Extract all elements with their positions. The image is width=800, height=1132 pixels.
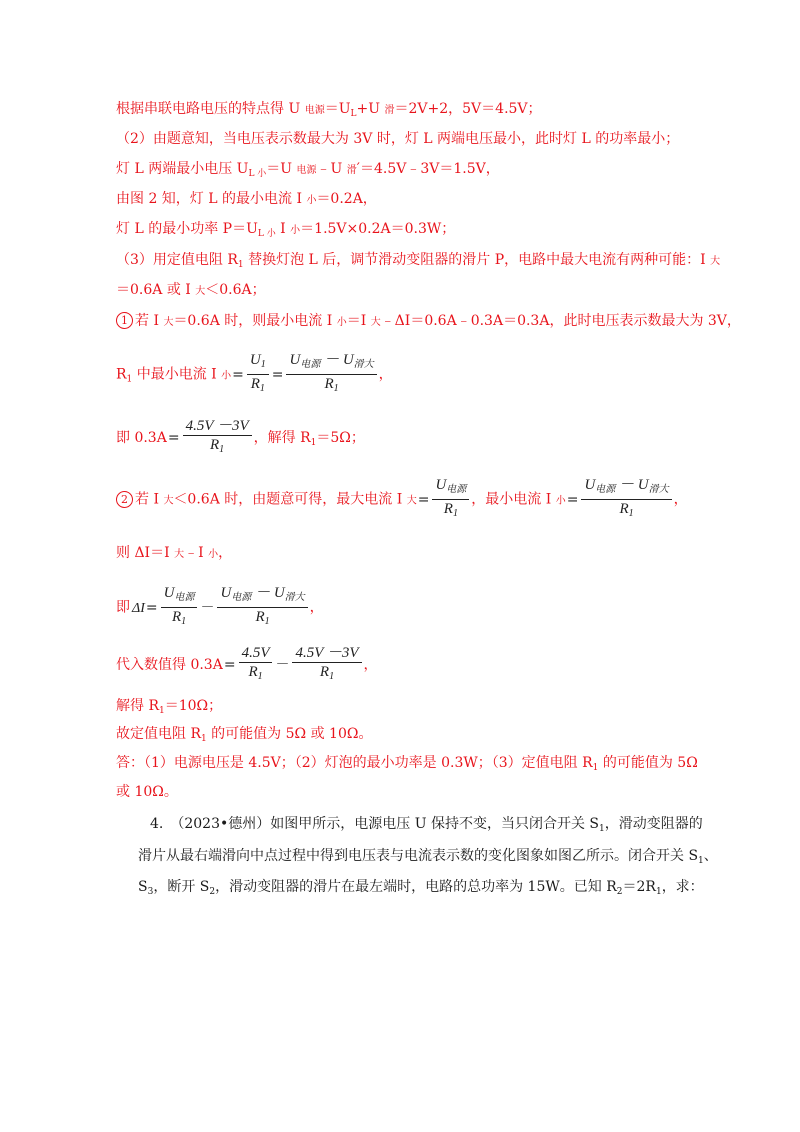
line-min-current: 由图 2 知，灯 L 的最小电流 I 小＝0.2A，	[116, 191, 377, 207]
line-delta-i-formula: 即 ΔI= $\frac{U_{电源}}{R_1}$ － $\frac{U_{电源} - U_{滑大}}{R_1}$ ，	[116, 585, 324, 630]
line-answer: 答：（1）电源电压是 4.5V；（2）灯泡的最小功率是 0.3W；（3）定值电阻 $R_1$ 的可能值为 5Ω	[116, 755, 698, 773]
line-series-voltage: 根据串联电路电压的特点得 U 电源$=U_L+U$ 滑＝2V+2，5V＝4.5V；	[116, 101, 542, 119]
fraction-u1-r1: $\frac{U_1}{R_1}$	[247, 352, 269, 397]
fraction-45-minus-3: $\frac{4.5V -3V}{R_1}$	[183, 418, 252, 458]
fraction-imin: $\frac{U_{电源} - U_{滑大}}{R_1}$	[581, 477, 671, 522]
line-case1: 1 若 I 大＝0.6A 时，则最小电流 I 小＝I 大﹣ΔI＝0.6A﹣0.3A＝0.3A，此时电压表示数最大为 3V，	[116, 312, 741, 332]
line-solve-r1: 解得 $R_1=10\Omega$；	[116, 698, 223, 716]
fraction-source-minus-slide: $\frac{U_{电源} - U_{滑大}}{R_1}$	[286, 352, 376, 397]
fraction-delta-b: $\frac{U_{电源} - U_{滑大}}{R_1}$	[217, 585, 307, 630]
line-min-power: 灯 L 的最小功率 $P=U_{L 小}$ I 小＝1.5V×0.2A＝0.3W；	[116, 221, 456, 239]
line-delta-i: 则 ΔI＝I 大﹣I 小，	[116, 545, 233, 561]
line-case1-formula: $R_1$ 中最小电流 I 小= $\frac{U_1}{R_1}$ = $\frac{U_{电源} - U_{滑大}}{R_1}$ ，	[116, 352, 393, 397]
case-2-marker: 2	[116, 491, 133, 508]
fraction-imax: $\frac{U_{电源}}{R_1}$	[432, 477, 469, 522]
line-part2-intro: （2）由题意知，当电压表示数最大为 3V 时，灯 L 两端电压最小，此时灯 L 的功率最小；	[116, 131, 680, 147]
line-substitute: 代入数值得 0.3A= $\frac{4.5V}{R_1}$ － $\frac{4.5V -3V}{R_1}$ ，	[116, 645, 378, 685]
line-case2: 2 若 I 大＜0.6A 时，由题意可得，最大电流 I 大= $\frac{U_{电源}}{R_1}$ ，最小电流 I 小= $\frac{U_{电源} - U_{滑大}}{R_1}$ ，	[116, 477, 688, 522]
question-4-line-3: $S_3$，断开 $S_2$，滑动变阻器的滑片在最左端时，电路的总功率为 15W。已知 $R_2=2R_1$，求：	[138, 879, 704, 897]
line-part3-cases: ＝0.6A 或 I 大＜0.6A；	[116, 282, 266, 298]
question-4-line-1: 4. （2023•德州）如图甲所示，电源电压 U 保持不变，当只闭合开关 $S_1$，滑动变阻器的	[150, 816, 703, 834]
line-part3-intro: （3）用定值电阻 $R_1$ 替换灯泡 L 后，调节滑动变阻器的滑片 P，电路中最大电流有两种可能：I 大	[116, 252, 721, 270]
line-answer-cont: 或 10Ω。	[116, 784, 178, 800]
question-4-line-2: 滑片从最右端滑向中点过程中得到电压表与电流表示数的变化图象如图乙所示。闭合开关 $S_1$、	[138, 848, 718, 866]
line-min-voltage: 灯 L 两端最小电压 $U_{L 小}=U$ 电源﹣U 滑′＝4.5V﹣3V＝1.5V，	[116, 161, 500, 179]
fraction-delta-a: $\frac{U_{电源}}{R_1}$	[161, 585, 198, 630]
fraction-sub-a: $\frac{4.5V}{R_1}$	[239, 645, 273, 685]
fraction-sub-b: $\frac{4.5V -3V}{R_1}$	[292, 645, 361, 685]
case-1-marker: 1	[116, 312, 133, 329]
line-conclusion: 故定值电阻 $R_1$ 的可能值为 5Ω 或 10Ω。	[116, 726, 373, 744]
line-case1-solve: 即 0.3A= $\frac{4.5V -3V}{R_1}$ ，解得 $R_1=5\Omega$；	[116, 418, 365, 458]
